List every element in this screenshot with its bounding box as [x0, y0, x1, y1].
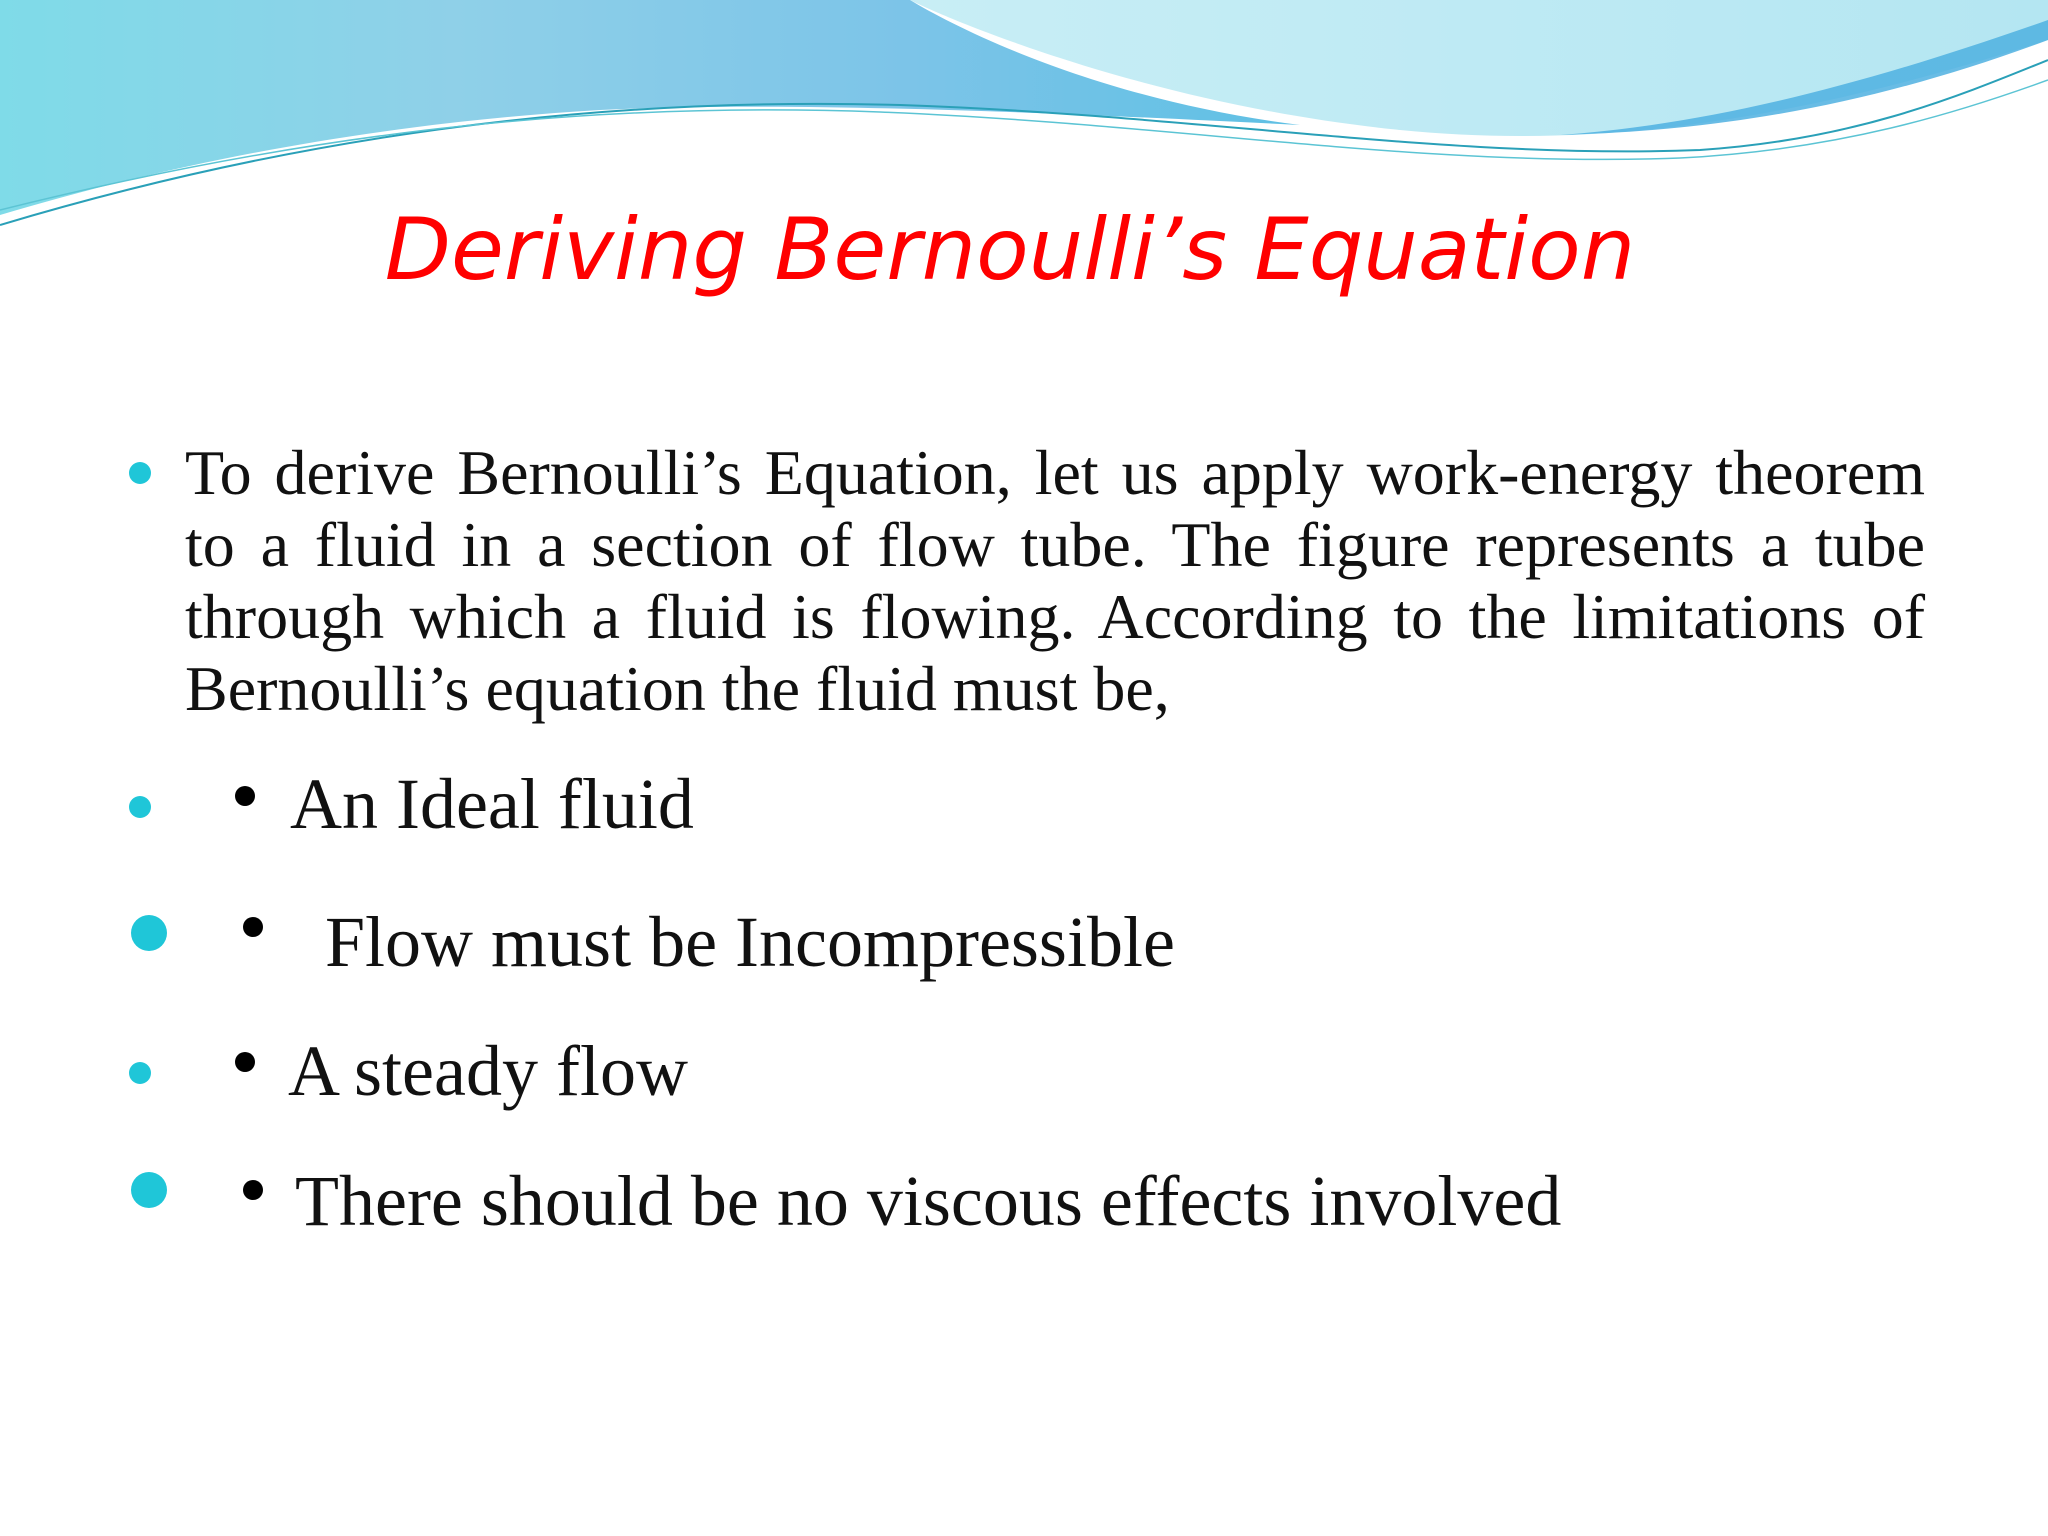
black-bullet-icon [243, 917, 263, 937]
black-bullet-icon [235, 786, 255, 806]
teal-bullet-icon [131, 1172, 167, 1208]
condition-item: Flow must be Incompressible [325, 902, 1175, 982]
teal-bullet-icon [131, 915, 167, 951]
intro-paragraph: To derive Bernoulli’s Equation, let us apply work-energy theorem to a fluid in a section of flow tube. The figure represents a tube through which a fluid is flowing. According to the limitations of Bernoulli’s equation the fluid must be, [185, 437, 1925, 724]
condition-item: An Ideal fluid [290, 764, 694, 844]
teal-bullet-icon [129, 1062, 151, 1084]
black-bullet-icon [235, 1052, 255, 1072]
teal-bullet-icon [129, 462, 151, 484]
black-bullet-icon [243, 1180, 263, 1200]
teal-bullet-icon [129, 796, 151, 818]
condition-item: A steady flow [288, 1031, 688, 1111]
slide-title: Deriving Bernoulli’s Equation [384, 200, 1636, 300]
condition-item: There should be no viscous effects involved [295, 1161, 1562, 1241]
